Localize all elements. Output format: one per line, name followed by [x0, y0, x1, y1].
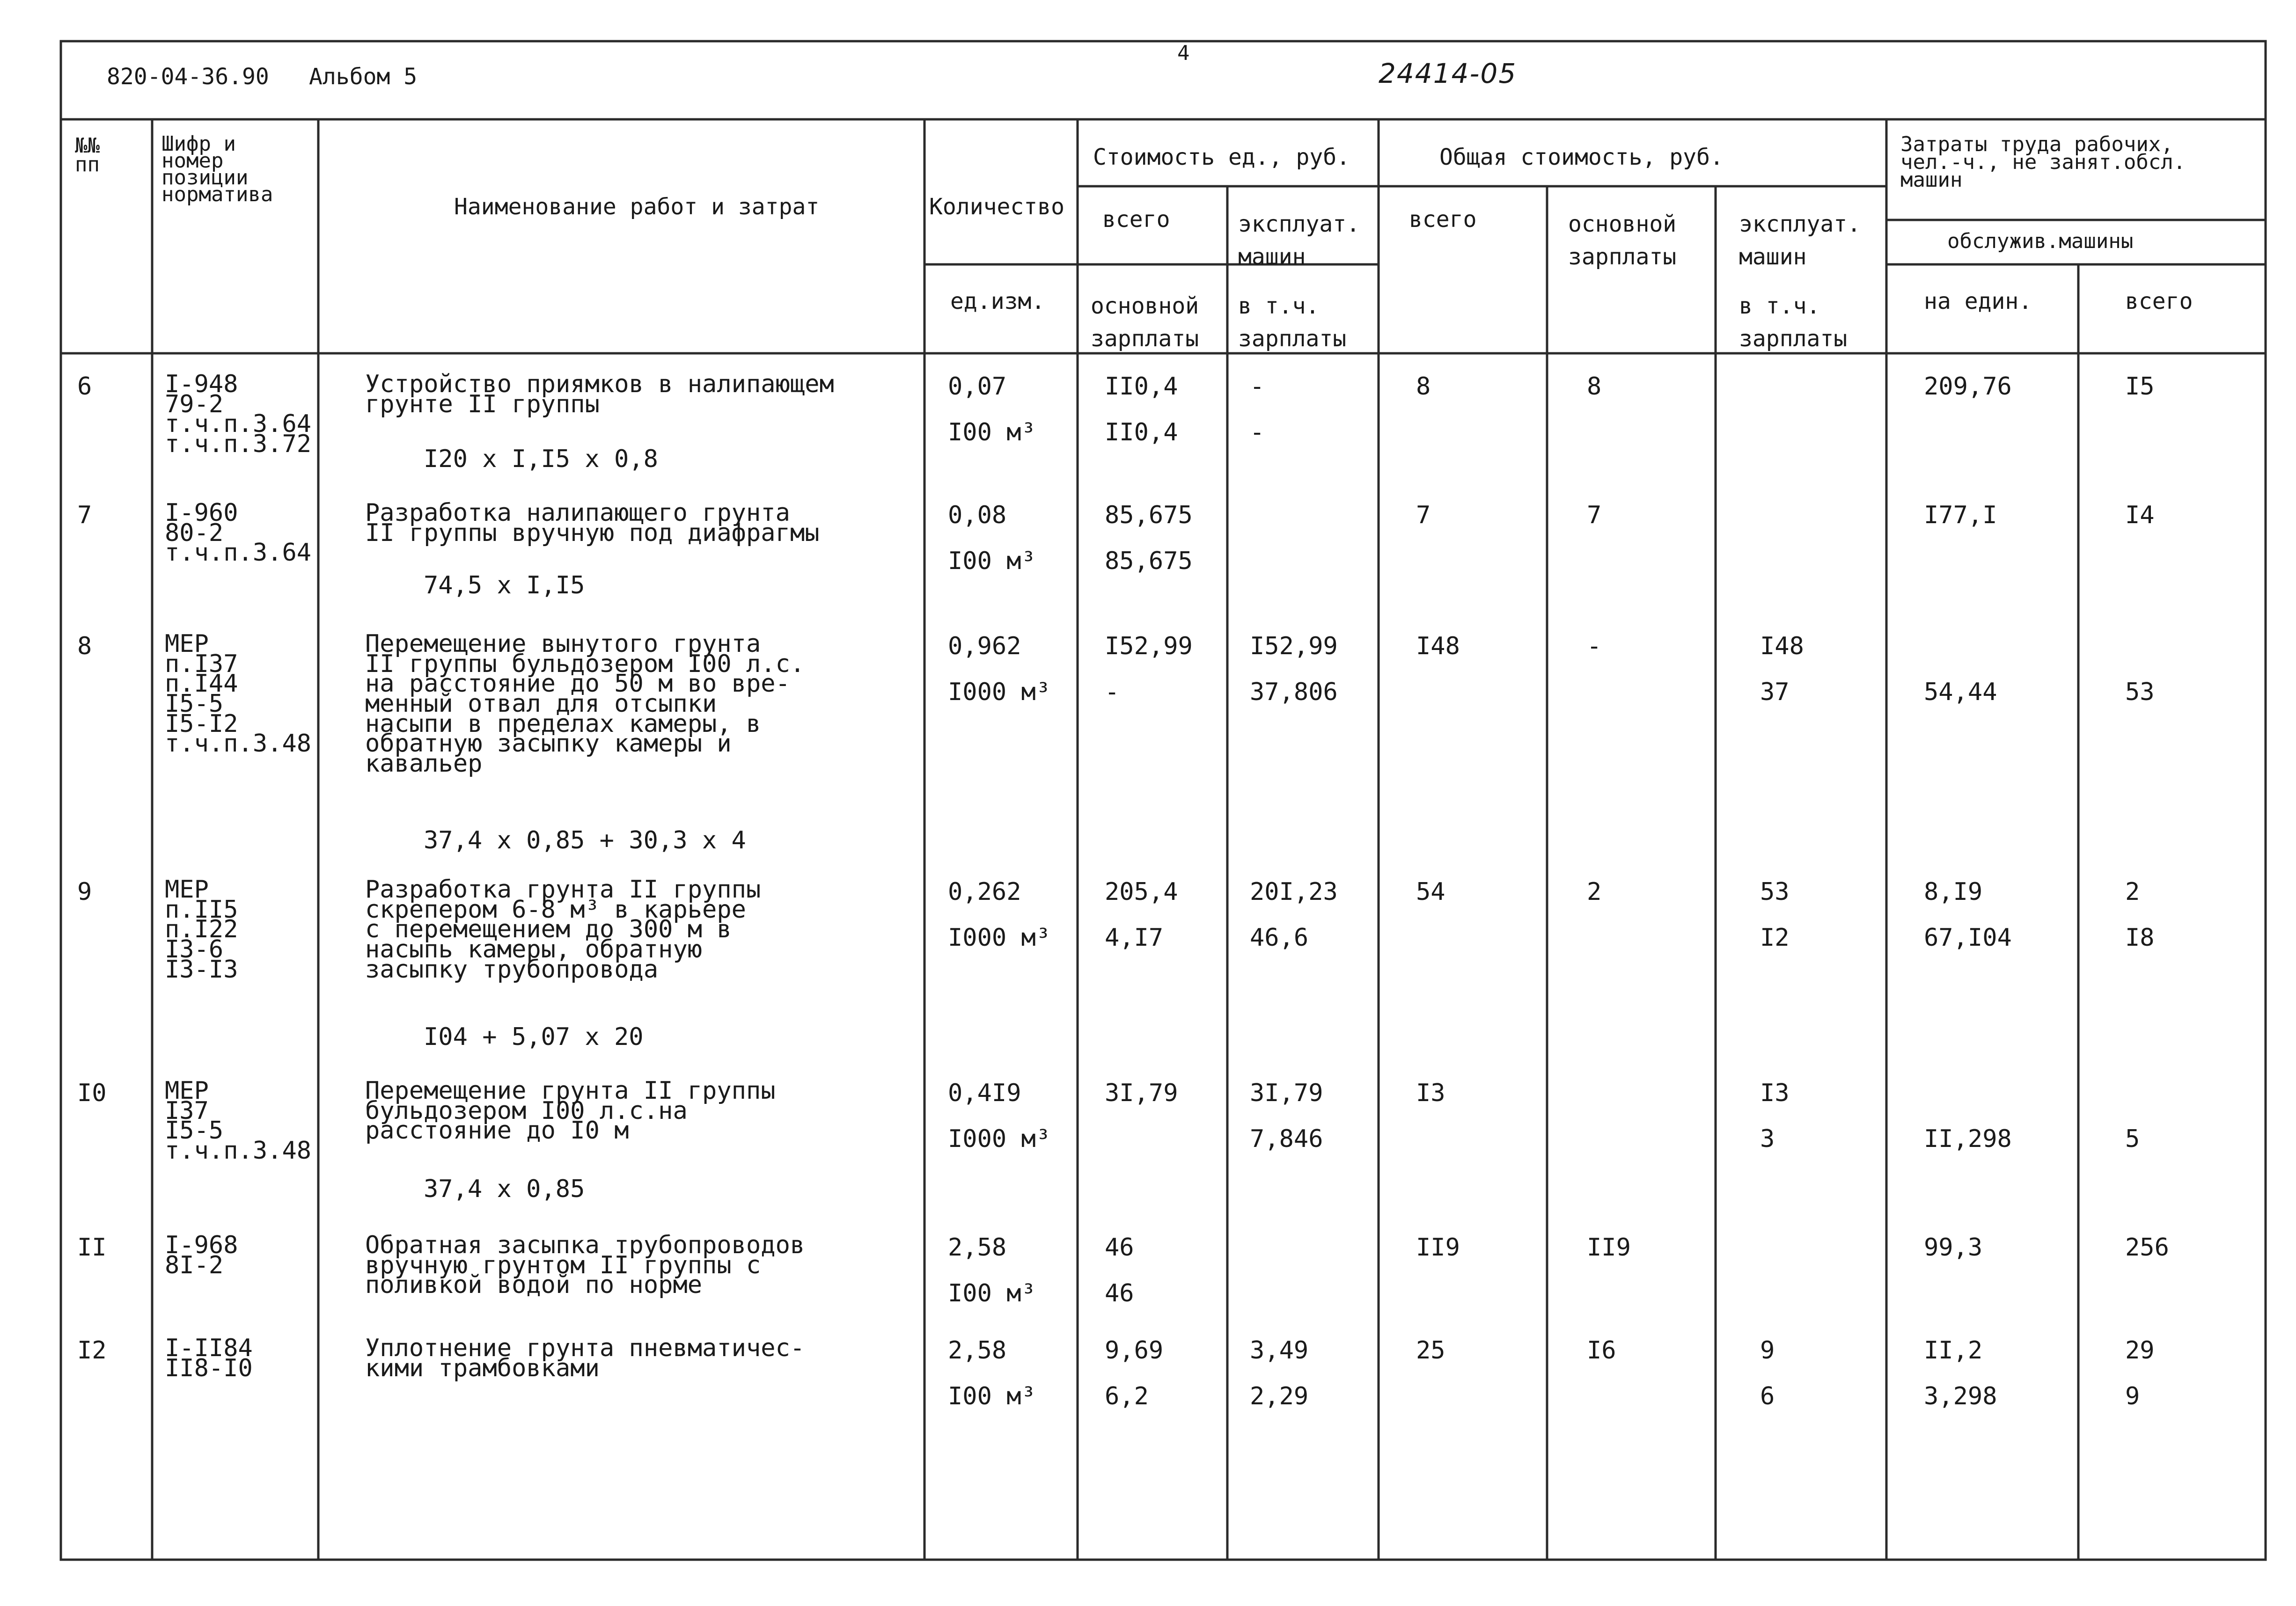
row-formula: I04 + 5,07 x 20	[424, 1023, 644, 1051]
page-number: 4	[1177, 41, 1190, 65]
row-formula: 37,4 x 0,85 + 30,3 x 4	[424, 826, 746, 854]
row-num: II	[77, 1234, 107, 1262]
row-unit: I00 м³	[948, 547, 1036, 575]
row-total_expl_wages: 6	[1760, 1382, 1775, 1410]
row-code: I-968 8I-2	[165, 1231, 238, 1279]
row-total_basic: -	[1587, 632, 1602, 660]
row-unit_basic: -	[1105, 678, 1120, 706]
row-unit_expl: 20I,23	[1250, 878, 1338, 906]
row-qty: 0,962	[948, 632, 1021, 660]
header-unit-basic: основной зарплаты	[1091, 293, 1199, 352]
row-num: 8	[77, 632, 92, 660]
row-unit: I000 м³	[948, 678, 1051, 706]
row-code: МЕР п.I37 п.I44 I5-5 I5-I2 т.ч.п.3.48	[165, 630, 312, 758]
header-unit-expl-wages: в т.ч. зарплаты	[1238, 293, 1347, 352]
row-name: Перемещение грунта II группы бульдозером I00 л.с.на расстояние до I0 м	[365, 1077, 776, 1145]
row-unit: I00 м³	[948, 418, 1036, 446]
row-unit_expl_wages: 46,6	[1250, 924, 1309, 952]
row-qty: 0,08	[948, 501, 1007, 529]
outer-frame	[61, 41, 2266, 1560]
row-total_basic: II9	[1587, 1234, 1631, 1262]
row-unit_expl_wages: 2,29	[1250, 1382, 1309, 1410]
row-unit: I000 м³	[948, 1125, 1051, 1153]
header-total-basic: основной зарплаты	[1568, 211, 1677, 270]
album-label: Альбом 5	[309, 64, 418, 90]
row-labor_total2: 9	[2125, 1382, 2140, 1410]
row-unit_basic: 85,675	[1105, 547, 1193, 575]
row-unit_expl_wages: 7,846	[1250, 1125, 1323, 1153]
row-total_all: 8	[1416, 372, 1431, 401]
row-total_basic: I6	[1587, 1336, 1616, 1365]
row-code: МЕР п.II5 п.I22 I3-6 I3-I3	[165, 876, 238, 984]
row-code: МЕР I37 I5-5 т.ч.п.3.48	[165, 1077, 312, 1165]
row-unit: I00 м³	[948, 1382, 1036, 1410]
row-labor_unit: 209,76	[1924, 372, 2012, 401]
row-code: I-960 80-2 т.ч.п.3.64	[165, 499, 312, 567]
row-labor_unit2: II,298	[1924, 1125, 2012, 1153]
row-labor_total2: 5	[2125, 1125, 2140, 1153]
row-unit_total: I52,99	[1105, 632, 1193, 660]
row-num: 9	[77, 878, 92, 906]
row-total_all: I3	[1416, 1079, 1445, 1107]
row-labor_unit: II,2	[1924, 1336, 1983, 1365]
row-total_expl: 53	[1760, 878, 1790, 906]
row-name: Разработка грунта II группы скрепером 6-8 м³ в карьере с перемещением до 300 м в насыпь камеры, обратную засыпку трубопровода	[365, 876, 761, 984]
header-qty: Количество	[929, 194, 1064, 220]
row-total_expl: I48	[1760, 632, 1804, 660]
row-labor_unit: I77,I	[1924, 501, 1997, 529]
row-unit_basic: 46	[1105, 1279, 1134, 1307]
row-unit_expl_wages: -	[1250, 418, 1265, 446]
header-code: Шифр и номер позиции норматива	[161, 132, 273, 207]
header-labor-serv: обслужив.машины	[1947, 229, 2134, 253]
row-unit_total: 46	[1105, 1234, 1134, 1262]
row-unit_expl: I52,99	[1250, 632, 1338, 660]
row-code: I-II84 II8-I0	[165, 1334, 253, 1382]
row-qty: 0,262	[948, 878, 1021, 906]
row-total_all: I48	[1416, 632, 1460, 660]
row-unit_total: 85,675	[1105, 501, 1193, 529]
row-total_expl: 9	[1760, 1336, 1775, 1365]
header-total-all: всего	[1409, 206, 1477, 233]
row-labor_total2: 53	[2125, 678, 2155, 706]
row-unit: I000 м³	[948, 924, 1051, 952]
header-labor-unit: на един.	[1924, 288, 2032, 314]
row-qty: 0,07	[948, 372, 1007, 401]
row-total_expl_wages: I2	[1760, 924, 1790, 952]
row-formula: 37,4 x 0,85	[424, 1175, 585, 1203]
row-unit_total: II0,4	[1105, 372, 1178, 401]
row-total_all: 7	[1416, 501, 1431, 529]
header-labor-total: всего	[2125, 288, 2193, 314]
row-code: I-948 79-2 т.ч.п.3.64 т.ч.п.3.72	[165, 370, 312, 458]
header-labor: Затраты труда рабочих, чел.-ч., не занят.обсл. машин	[1900, 132, 2186, 192]
row-name: Перемещение вынутого грунта II группы бульдозером I00 л.с. на расстояние до 50 м во вре- менный отвал для отсыпки насыпи в пределах камеры, в обратную засыпку камеры и кавальер	[365, 630, 805, 778]
row-unit_expl_wages: 37,806	[1250, 678, 1338, 706]
row-labor_total: 256	[2125, 1234, 2169, 1262]
row-total_all: 54	[1416, 878, 1445, 906]
row-unit_expl: 3I,79	[1250, 1079, 1323, 1107]
row-unit_basic: 4,I7	[1105, 924, 1164, 952]
row-formula: I20 x I,I5 x 0,8	[424, 445, 658, 473]
row-total_all: 25	[1416, 1336, 1445, 1365]
row-unit_total: 205,4	[1105, 878, 1178, 906]
header-total-expl-wages: в т.ч. зарплаты	[1739, 293, 1848, 352]
row-unit_total: 9,69	[1105, 1336, 1164, 1365]
row-num: I0	[77, 1079, 107, 1107]
row-labor_total: 2	[2125, 878, 2140, 906]
row-unit_basic: II0,4	[1105, 418, 1178, 446]
row-labor_unit: 8,I9	[1924, 878, 1983, 906]
row-num: 6	[77, 372, 92, 401]
row-qty: 0,4I9	[948, 1079, 1021, 1107]
row-unit_basic: 6,2	[1105, 1382, 1149, 1410]
row-total_all: II9	[1416, 1234, 1460, 1262]
row-labor_total: 29	[2125, 1336, 2155, 1365]
header-unit-cost: Стоимость ед., руб.	[1093, 144, 1350, 170]
header-total-cost: Общая стоимость, руб.	[1439, 144, 1724, 170]
row-total_expl: I3	[1760, 1079, 1790, 1107]
header-name: Наименование работ и затрат	[454, 194, 820, 220]
row-qty: 2,58	[948, 1234, 1007, 1262]
row-total_basic: 7	[1587, 501, 1602, 529]
row-name: Разработка налипающего грунта II группы вручную под диафрагмы	[365, 499, 820, 547]
row-unit: I00 м³	[948, 1279, 1036, 1307]
row-labor_unit2: 54,44	[1924, 678, 1997, 706]
header-total-expl: эксплуат. машин	[1739, 211, 1861, 270]
row-total_expl_wages: 37	[1760, 678, 1790, 706]
row-num: I2	[77, 1336, 107, 1365]
row-unit_expl: -	[1250, 372, 1265, 401]
row-total_basic: 2	[1587, 878, 1602, 906]
row-labor_unit2: 67,I04	[1924, 924, 2012, 952]
row-unit_expl: 3,49	[1250, 1336, 1309, 1365]
row-total_expl_wages: 3	[1760, 1125, 1775, 1153]
row-total_basic: 8	[1587, 372, 1602, 401]
row-name: Устройство приямков в налипающем грунте II группы	[365, 370, 834, 418]
header-unit-total: всего	[1102, 206, 1170, 233]
row-qty: 2,58	[948, 1336, 1007, 1365]
row-num: 7	[77, 501, 92, 529]
row-formula: 74,5 x I,I5	[424, 571, 585, 599]
header-unit: ед.изм.	[950, 288, 1045, 314]
row-unit_total: 3I,79	[1105, 1079, 1178, 1107]
row-labor_unit: 99,3	[1924, 1234, 1983, 1262]
row-labor_total: I4	[2125, 501, 2155, 529]
row-name: Уплотнение грунта пневматичес- кими трамбовками	[365, 1334, 805, 1382]
header-unit-expl: эксплуат. машин	[1238, 211, 1360, 270]
row-labor_unit2: 3,298	[1924, 1382, 1997, 1410]
row-labor_total: I5	[2125, 372, 2155, 401]
row-labor_total2: I8	[2125, 924, 2155, 952]
header-num: №№ пп	[75, 134, 100, 176]
row-name: Обратная засыпка трубопроводов вручную грунтом II группы с поливкой водой по норме	[365, 1231, 805, 1299]
handwritten-stamp: 24414-05	[1379, 58, 1517, 89]
document-ref: 820-04-36.90	[107, 64, 269, 90]
